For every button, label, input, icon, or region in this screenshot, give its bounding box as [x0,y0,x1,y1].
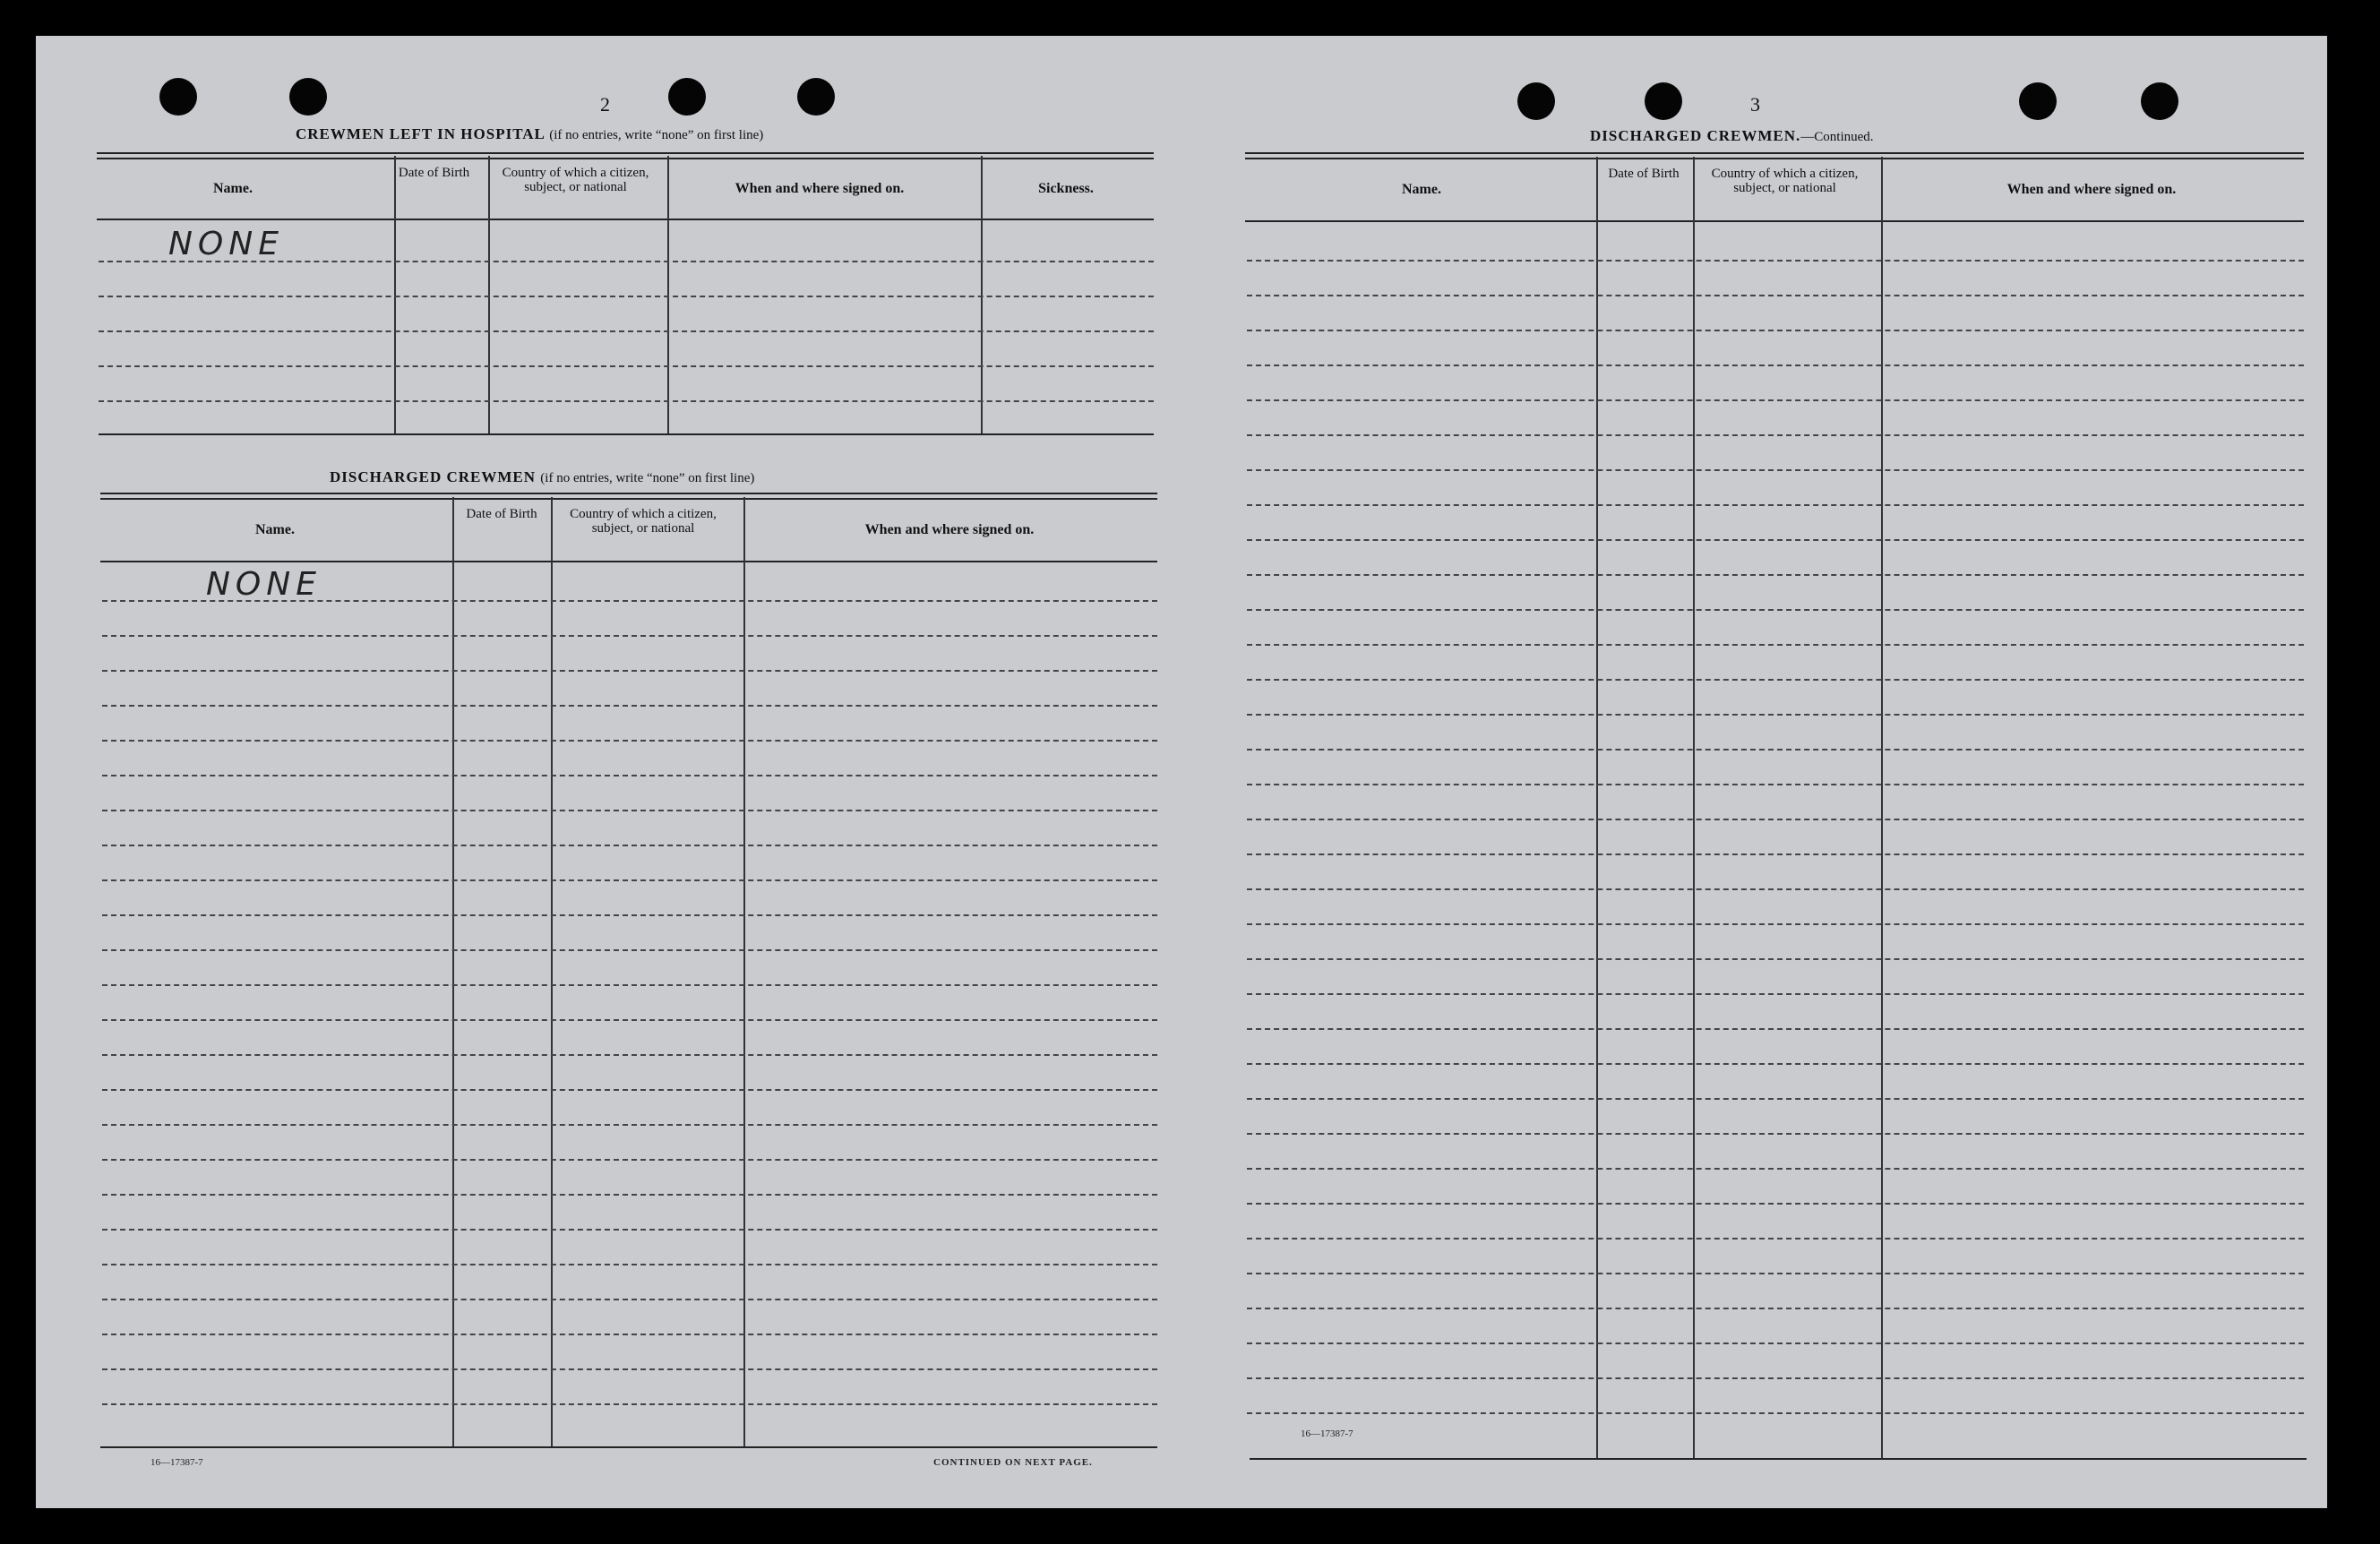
footer-code-left: 16—17387-7 [150,1457,203,1468]
hospital-entry-line [99,296,1154,297]
hospital-col-dob: Date of Birth [398,166,470,180]
right-table-bottom-rule [1250,1458,2307,1460]
footer-code-right: 16—17387-7 [1301,1428,1353,1439]
punch-hole [1517,82,1555,120]
punch-hole [797,78,835,116]
hospital-entry-line [99,261,1154,262]
entry-line [102,705,1157,707]
entry-line [102,775,1157,776]
hospital-col-signed-on: When and where signed on. [735,181,905,196]
hospital-entry-line [99,365,1154,367]
discharged-header-rule [100,561,1157,562]
entry-line [1247,644,2304,646]
entry-line [102,600,1157,602]
entry-line [102,635,1157,637]
entry-line [1247,958,2304,960]
entry-line [1247,1168,2304,1170]
entry-line [102,810,1157,811]
discharged-section-title [330,468,754,486]
entry-line [102,1264,1157,1265]
entry-line [102,1403,1157,1405]
entry-line [1247,888,2304,890]
discharged-col-signed-on: When and where signed on. [864,522,1035,537]
entry-line [1247,749,2304,751]
hospital-col-sickness: Sickness. [1038,181,1094,196]
entry-line [102,1334,1157,1335]
discharged-title-text: DISCHARGED CREWMEN [330,468,537,485]
footer-continued-note: CONTINUED ON NEXT PAGE. [933,1457,1093,1468]
entry-line [102,1019,1157,1021]
punch-hole [668,78,706,116]
entry-line [102,879,1157,881]
entry-line [102,984,1157,986]
entry-line [1247,784,2304,785]
discharged-table-bottom-rule [100,1446,1157,1448]
entry-line [1247,434,2304,436]
right-col-name: Name. [1402,182,1441,197]
punch-hole [159,78,197,116]
entry-line [1247,504,2304,506]
discharged-col-divider [743,497,745,1446]
entry-line [1247,1063,2304,1065]
entry-line [1247,1133,2304,1135]
hospital-table-top-rule [97,152,1154,159]
entry-line [1247,1238,2304,1239]
entry-line [1247,539,2304,541]
entry-line [1247,295,2304,296]
entry-line [102,1159,1157,1161]
entry-line [1247,1203,2304,1205]
entry-line [1247,853,2304,855]
discharged-col-name: Name. [255,522,295,537]
hospital-col-divider [981,156,983,433]
right-header-rule [1245,220,2304,222]
hospital-title-subtitle: (if no entries, write “none” on first line) [549,128,764,142]
hospital-title-text: CREWMEN LEFT IN HOSPITAL [296,125,545,142]
entry-line [1247,330,2304,331]
discharged-col-dob: Date of Birth [466,507,537,521]
entry-line [1247,1308,2304,1309]
entry-line [1247,993,2304,995]
entry-line [102,914,1157,916]
right-table-top-rule [1245,152,2304,159]
entry-line [1247,714,2304,716]
discharged-col-divider [452,497,454,1446]
hospital-entry-none: NONE [168,226,284,262]
entry-line [1247,1098,2304,1100]
page-number-right: 3 [1750,93,1760,116]
entry-line [1247,819,2304,820]
entry-line [1247,399,2304,401]
entry-line [1247,469,2304,471]
entry-line [1247,365,2304,366]
entry-line [102,1299,1157,1300]
right-col-divider [1596,157,1598,1460]
entry-line [102,845,1157,846]
punch-hole [2141,82,2178,120]
entry-line [1247,574,2304,576]
hospital-col-divider [488,156,490,433]
hospital-table-bottom-rule [99,433,1154,435]
entry-line [1247,1028,2304,1030]
entry-line [1247,679,2304,681]
entry-line [1247,1412,2304,1414]
entry-line [1247,260,2304,262]
hospital-section-title [296,125,763,143]
entry-line [1247,1273,2304,1274]
right-col-country: Country of which a citizen, subject, or national [1711,167,1859,195]
discharged-entry-none: NONE [206,566,322,603]
discharged-title-subtitle: (if no entries, write “none” on first line) [540,471,755,485]
entry-line [102,670,1157,672]
entry-line [1247,1342,2304,1344]
right-title-subtitle: —Continued. [1800,130,1874,144]
entry-line [1247,609,2304,611]
right-col-divider [1881,157,1883,1460]
form-sheet [36,36,2327,1508]
entry-line [1247,1377,2304,1379]
entry-line [102,949,1157,951]
discharged-col-country: Country of which a citizen, subject, or national [570,507,717,536]
page-number-left: 2 [600,93,610,116]
entry-line [102,1054,1157,1056]
punch-hole [289,78,327,116]
entry-line [102,740,1157,742]
hospital-col-country: Country of which a citizen, subject, or national [502,166,649,194]
discharged-table-top-rule [100,493,1157,500]
hospital-col-divider [394,156,396,433]
entry-line [102,1089,1157,1091]
entry-line [1247,923,2304,925]
hospital-col-divider [667,156,669,433]
entry-line [102,1368,1157,1370]
punch-hole [2019,82,2057,120]
hospital-entry-line [99,400,1154,402]
entry-line [102,1124,1157,1126]
right-col-signed-on: When and where signed on. [2006,182,2177,197]
punch-hole [1645,82,1682,120]
right-col-divider [1693,157,1695,1460]
hospital-header-rule [97,219,1154,220]
discharged-col-divider [551,497,553,1446]
hospital-col-name: Name. [213,181,253,196]
hospital-entry-line [99,330,1154,332]
right-title-text: DISCHARGED CREWMEN. [1590,127,1801,144]
right-col-dob: Date of Birth [1608,167,1680,181]
entry-line [102,1194,1157,1196]
entry-line [102,1229,1157,1231]
right-section-title [1590,127,1874,145]
